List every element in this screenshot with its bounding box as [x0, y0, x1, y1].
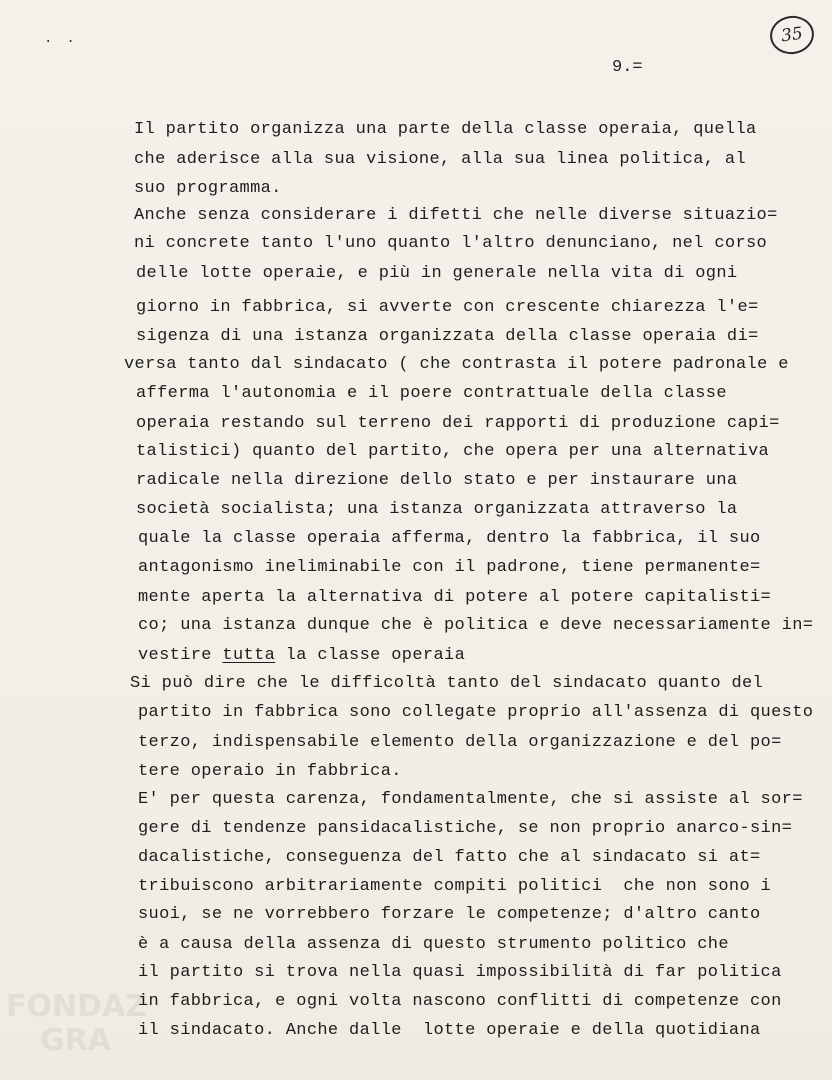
text-line: quale la classe operaia afferma, dentro la fabbrica, il suo: [138, 529, 761, 548]
text-line: vestire tutta la classe operaia: [138, 646, 466, 665]
text-line: E' per questa carenza, fondamentalmente, che si assiste al sor=: [138, 790, 803, 809]
text-line: in fabbrica, e ogni volta nascono conflitti di competenze con: [138, 992, 782, 1011]
text-line: Il partito organizza una parte della classe operaia, quella: [134, 120, 757, 139]
text-line: suoi, se ne vorrebbero forzare le competenze; d'altro canto: [138, 905, 761, 924]
text-line: società socialista; una istanza organizzata attraverso la: [136, 500, 738, 519]
text-line: giorno in fabbrica, si avverte con crescente chiarezza l'e=: [136, 298, 759, 317]
text-line: sigenza di una istanza organizzata della classe operaia di=: [136, 327, 759, 346]
text-line: suo programma.: [134, 179, 282, 198]
text-line: afferma l'autonomia e il poere contrattuale della classe: [136, 384, 727, 403]
underlined-word: tutta: [222, 646, 276, 665]
text-line: operaia restando sul terreno dei rapporti di produzione capi=: [136, 414, 780, 433]
text-line: delle lotte operaie, e più in generale nella vita di ogni: [136, 264, 738, 283]
text-line: tere operaio in fabbrica.: [138, 762, 402, 781]
text-line: partito in fabbrica sono collegate proprio all'assenza di questo: [138, 703, 814, 722]
page-number: 9.=: [612, 58, 643, 77]
text-line: radicale nella direzione dello stato e per instaurare una: [136, 471, 738, 490]
text-line: tribuiscono arbitrariamente compiti politici che non sono i: [138, 877, 772, 896]
margin-marks: ··: [44, 34, 89, 50]
text-line: gere di tendenze pansidacalistiche, se non proprio anarco-sin=: [138, 819, 793, 838]
text-line: mente aperta la alternativa di potere al potere capitalisti=: [138, 588, 772, 607]
text-line: dacalistiche, conseguenza del fatto che al sindacato si at=: [138, 848, 761, 867]
text-line: antagonismo ineliminabile con il padrone, tiene permanente=: [138, 558, 761, 577]
text-line: il sindacato. Anche dalle lotte operaie e della quotidiana: [138, 1021, 761, 1040]
watermark: FONDAZ GRA: [6, 989, 147, 1058]
text-line: è a causa della assenza di questo strumento politico che: [138, 935, 729, 954]
text-line: che aderisce alla sua visione, alla sua linea politica, al: [134, 150, 746, 169]
text-line: versa tanto dal sindacato ( che contrasta il potere padronale e: [124, 355, 789, 374]
archive-stamp: 35: [768, 13, 817, 57]
text-line: co; una istanza dunque che è politica e deve necessariamente in=: [138, 616, 814, 635]
text-line: Si può dire che le difficoltà tanto del sindacato quanto del: [130, 674, 764, 693]
text-line: Anche senza considerare i difetti che nelle diverse situazio=: [134, 206, 778, 225]
text-line: talistici) quanto del partito, che opera per una alternativa: [136, 442, 770, 461]
text-line: ni concrete tanto l'uno quanto l'altro denunciano, nel corso: [134, 234, 768, 253]
text-line: il partito si trova nella quasi impossibilità di far politica: [138, 963, 782, 982]
text-line: terzo, indispensabile elemento della organizzazione e del po=: [138, 733, 782, 752]
